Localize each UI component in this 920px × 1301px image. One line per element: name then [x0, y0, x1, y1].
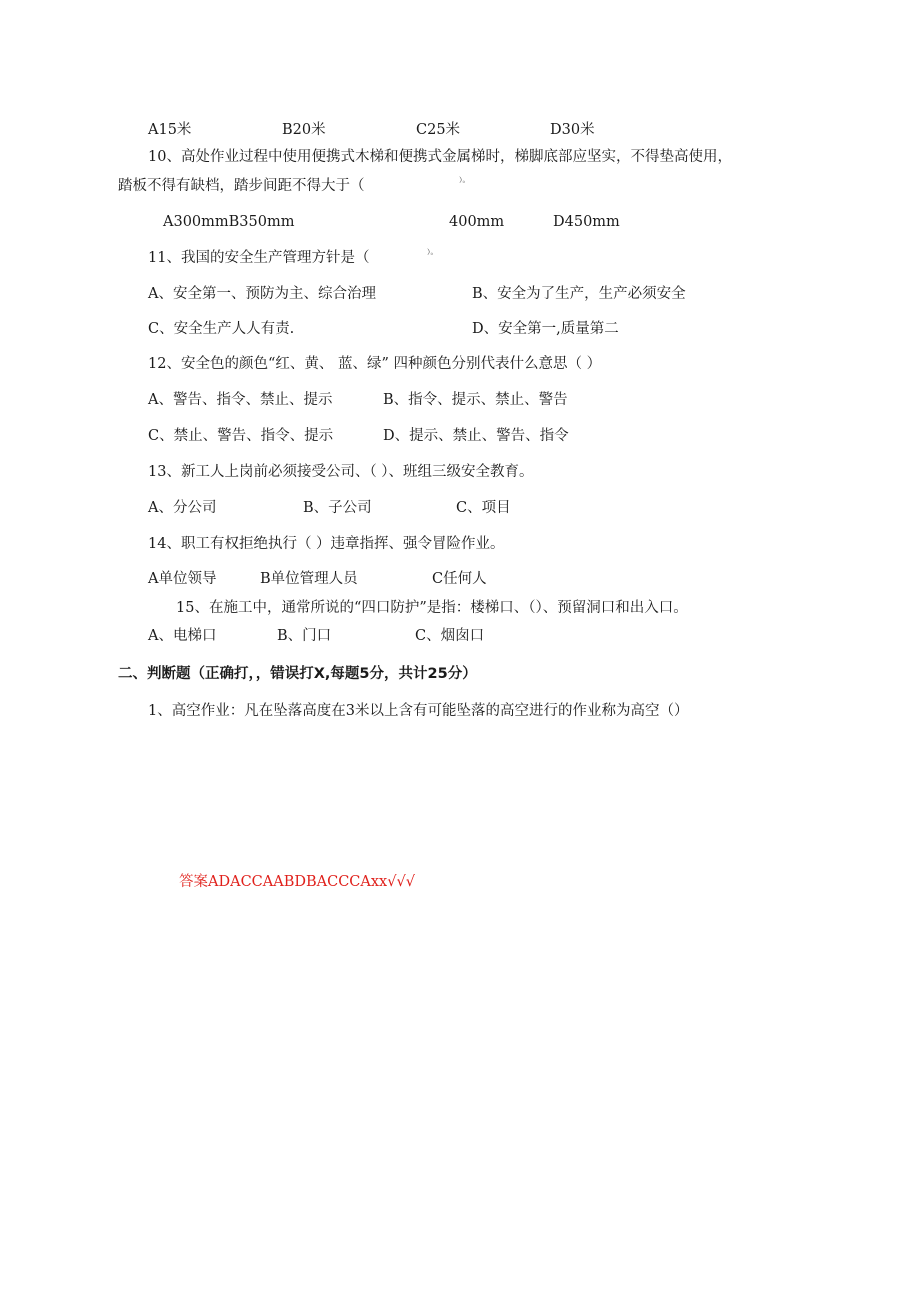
- q10-option-ab: A300mmB350mm: [163, 214, 295, 230]
- q12-option-c: C、禁止、警告、指令、提示: [148, 428, 334, 444]
- q9-option-c: C25米: [416, 122, 461, 138]
- q15-option-c: C、烟囱口: [415, 628, 485, 644]
- q15-option-b: B、门口: [277, 628, 332, 644]
- q10-text-line1: 10、高处作业过程中使用便携式木梯和便携式金属梯时，梯脚底部应坚实，不得垫高使用，: [148, 149, 732, 165]
- q9-option-d: D30米: [550, 122, 595, 138]
- section2-question-1: 1、高空作业：凡在坠落高度在3米以上含有可能坠落的高空进行的作业称为高空（）: [148, 703, 689, 719]
- q14-text: 14、职工有权拒绝执行（ ）违章指挥、强令冒险作业。: [148, 536, 505, 552]
- q11-option-c: C、安全生产人人有责.: [148, 321, 295, 337]
- q14-option-b: B单位管理人员: [260, 571, 358, 587]
- q13-option-b: B、子公司: [303, 500, 372, 516]
- q12-option-d: D、提示、禁止、警告、指令: [383, 428, 569, 444]
- q10-option-d: D450mm: [553, 214, 620, 230]
- section2-heading: 二、判断题（正确打，，错误打X,每题5分，共计25分）: [118, 666, 477, 682]
- q15-text: 15、在施工中，通常所说的“四口防护”是指：楼梯口、（）、预留洞口和出入口。: [176, 600, 688, 616]
- q15-option-a: A、电梯口: [148, 628, 217, 644]
- q11-option-b: B、安全为了生产，生产必须安全: [472, 286, 686, 302]
- q12-option-b: B、指令、提示、禁止、警告: [383, 392, 568, 408]
- q11-text: 11、我国的安全生产管理方针是（: [148, 250, 370, 266]
- q12-option-a: A、警告、指令、禁止、提示: [148, 392, 333, 408]
- q11-option-d: D、安全第一,质量第二: [472, 321, 619, 337]
- q11-option-a: A、安全第一、预防为主、综合治理: [148, 286, 376, 302]
- q9-option-b: B20米: [282, 122, 326, 138]
- q14-option-c: C任何人: [432, 571, 487, 587]
- q13-option-c: C、项目: [456, 500, 511, 516]
- q10-option-c: 400mm: [449, 214, 505, 230]
- answer-key: 答案ADACCAABDBACCCAxx√√√: [179, 874, 415, 890]
- q13-text: 13、新工人上岗前必须接受公司、（ ）、班组三级安全教育。: [148, 464, 534, 480]
- q11-blank-mark: ）。: [427, 248, 438, 256]
- q13-option-a: A、分公司: [148, 500, 217, 516]
- q12-text: 12、安全色的颜色“红、黄、 蓝、绿” 四种颜色分别代表什么意思（ ）: [148, 356, 602, 372]
- q10-blank-mark: ）。: [459, 176, 470, 184]
- q9-option-a: A15米: [148, 122, 192, 138]
- q14-option-a: A单位领导: [148, 571, 217, 587]
- q10-text-line2: 踏板不得有缺档，踏步间距不得大于（: [118, 178, 365, 194]
